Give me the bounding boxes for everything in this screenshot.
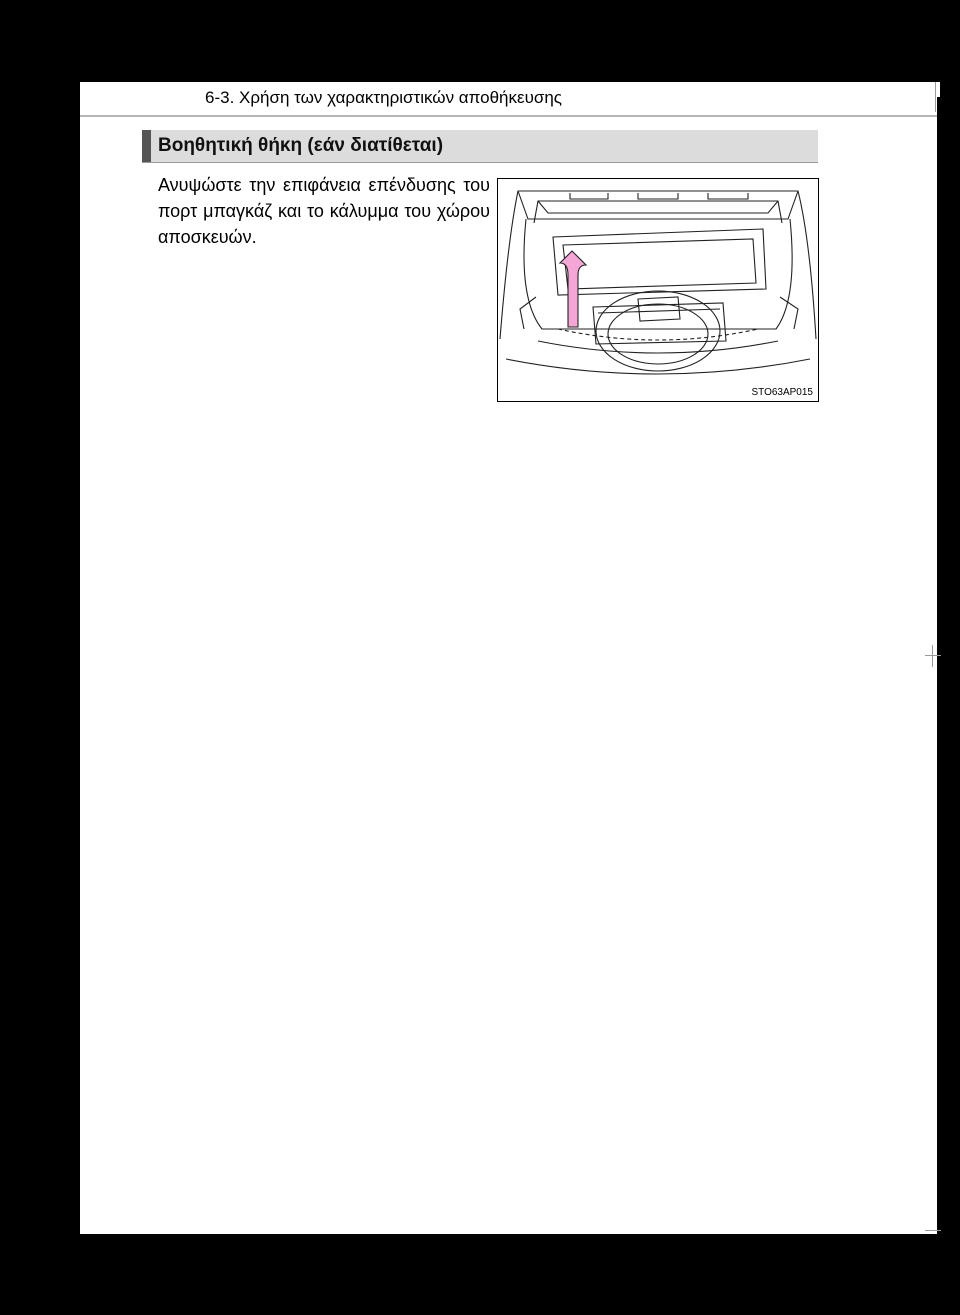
- manual-page: [80, 82, 940, 1234]
- trunk-illustration: [497, 178, 819, 402]
- section-marker: [142, 130, 151, 162]
- section-title: Βοηθητική θήκη (εάν διατίθεται): [158, 135, 444, 156]
- header-rule: [80, 115, 938, 117]
- page-edge-tab: [937, 97, 940, 1234]
- trunk-lift-illustration-icon: [498, 179, 818, 401]
- crop-mark-mid-vert: [932, 645, 933, 667]
- crop-mark-bottom: [925, 1230, 941, 1231]
- crop-mark-top: [935, 82, 936, 112]
- instruction-text: Ανυψώστε την επιφάνεια επένδυσης του πορτ μπαγκάζ και το κάλυμμα του χώρου αποσκευών.: [158, 175, 490, 247]
- crop-mark-mid: [925, 655, 941, 656]
- figure-code: STO63AP015: [751, 387, 813, 398]
- running-head: 6-3. Χρήση των χαρακτηριστικών αποθήκευσης: [205, 88, 562, 107]
- section-heading: [142, 130, 818, 163]
